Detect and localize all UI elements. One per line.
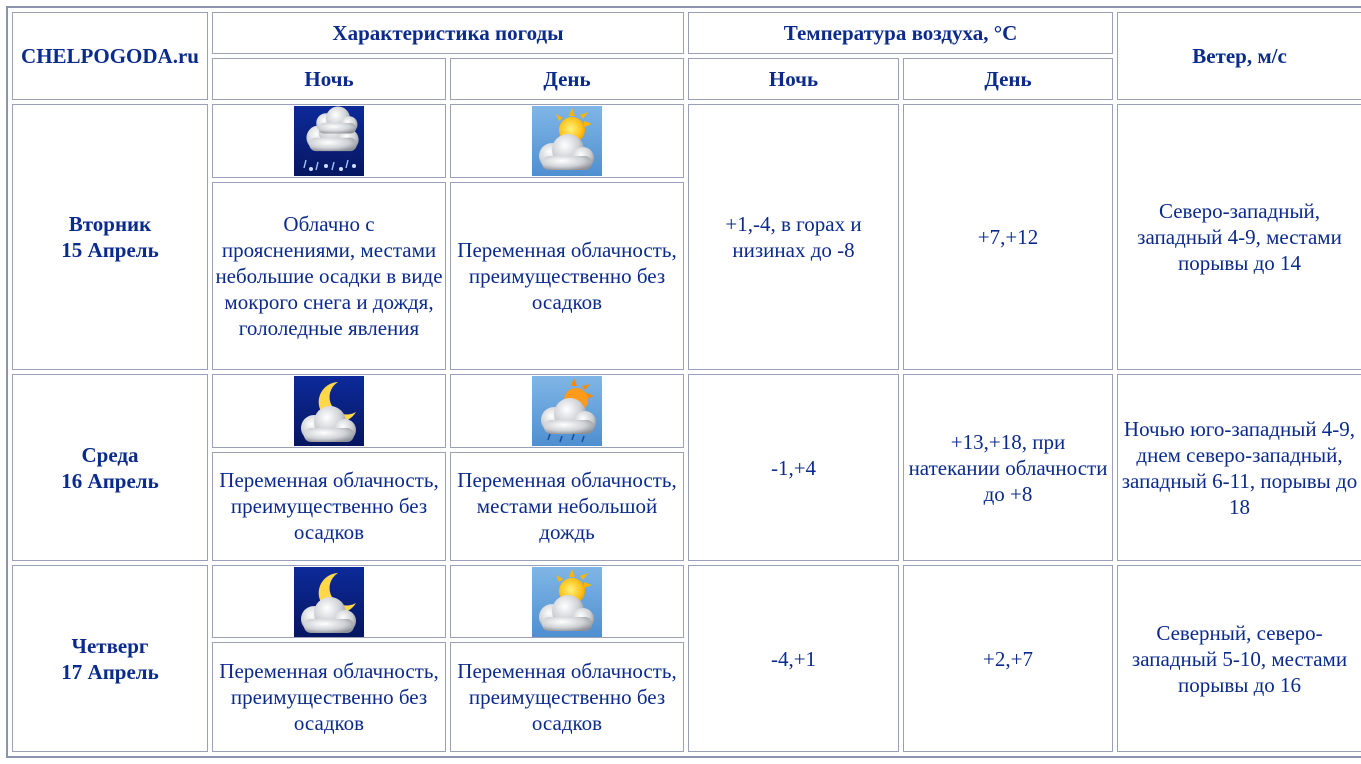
- wind-header: Ветер, м/с: [1117, 12, 1361, 100]
- moon-clouds-icon: [294, 567, 364, 637]
- night-description: Переменная облачность, преимущественно без осадков: [212, 452, 446, 561]
- weather-night-header: Ночь: [212, 58, 446, 100]
- day-icon-cell: [450, 565, 684, 638]
- date: 16 Апрель: [61, 468, 159, 493]
- temp-day-header: День: [903, 58, 1113, 100]
- temp-day-value: +2,+7: [903, 565, 1113, 752]
- air-temperature-header: Температура воздуха, °С: [688, 12, 1113, 54]
- temp-night-value: -1,+4: [688, 374, 899, 561]
- partly-cloudy-sun-icon: [532, 567, 602, 637]
- temp-night-value: -4,+1: [688, 565, 899, 752]
- night-icon-cell: [212, 565, 446, 638]
- night-icon-cell: [212, 104, 446, 177]
- wind-value: Северный, северо-западный 5-10, местами порывы до 16: [1117, 565, 1361, 752]
- table-row: [12, 565, 1361, 638]
- table-row: [12, 374, 1361, 447]
- weather-day-header: День: [450, 58, 684, 100]
- night-description: Переменная облачность, преимущественно без осадков: [212, 642, 446, 752]
- day-description: Переменная облачность, преимущественно без осадков: [450, 182, 684, 371]
- day-icon-cell: [450, 104, 684, 177]
- cloudy-sleet-night-icon: [294, 106, 364, 176]
- site-brand: CHELPOGODA.ru: [12, 12, 208, 100]
- forecast-table: [6, 6, 1361, 758]
- temp-night-value: +1,-4, в горах и низинах до -8: [688, 104, 899, 370]
- wind-value: Северо-западный, западный 4-9, местами порывы до 14: [1117, 104, 1361, 370]
- temp-day-value: +7,+12: [903, 104, 1113, 370]
- temp-night-header: Ночь: [688, 58, 899, 100]
- day-label: [12, 565, 208, 752]
- day-icon-cell: [450, 374, 684, 447]
- weather-characteristic-header: Характеристика погоды: [212, 12, 684, 54]
- day-description: Переменная облачность, преимущественно без осадков: [450, 642, 684, 752]
- date: 15 Апрель: [61, 238, 159, 263]
- moon-clouds-icon: [294, 376, 364, 446]
- day-description: Переменная облачность, местами небольшой дождь: [450, 452, 684, 561]
- night-description: Облачно с прояснениями, местами небольшие осадки в виде мокрого снега и дождя, гололедные явления: [212, 182, 446, 371]
- weekday: Вторник: [68, 212, 152, 237]
- date: 17 Апрель: [61, 659, 159, 684]
- day-label: [12, 374, 208, 561]
- weekday: Четверг: [71, 633, 149, 658]
- partly-cloudy-sun-icon: [532, 106, 602, 176]
- sun-clouds-rain-icon: [532, 376, 602, 446]
- night-icon-cell: [212, 374, 446, 447]
- temp-day-value: +13,+18, при натекании облачности до +8: [903, 374, 1113, 561]
- weekday: Среда: [81, 442, 139, 467]
- table-row: [12, 104, 1361, 177]
- wind-value: Ночью юго-западный 4-9, днем северо-западный, западный 6-11, порывы до 18: [1117, 374, 1361, 561]
- day-label: [12, 104, 208, 370]
